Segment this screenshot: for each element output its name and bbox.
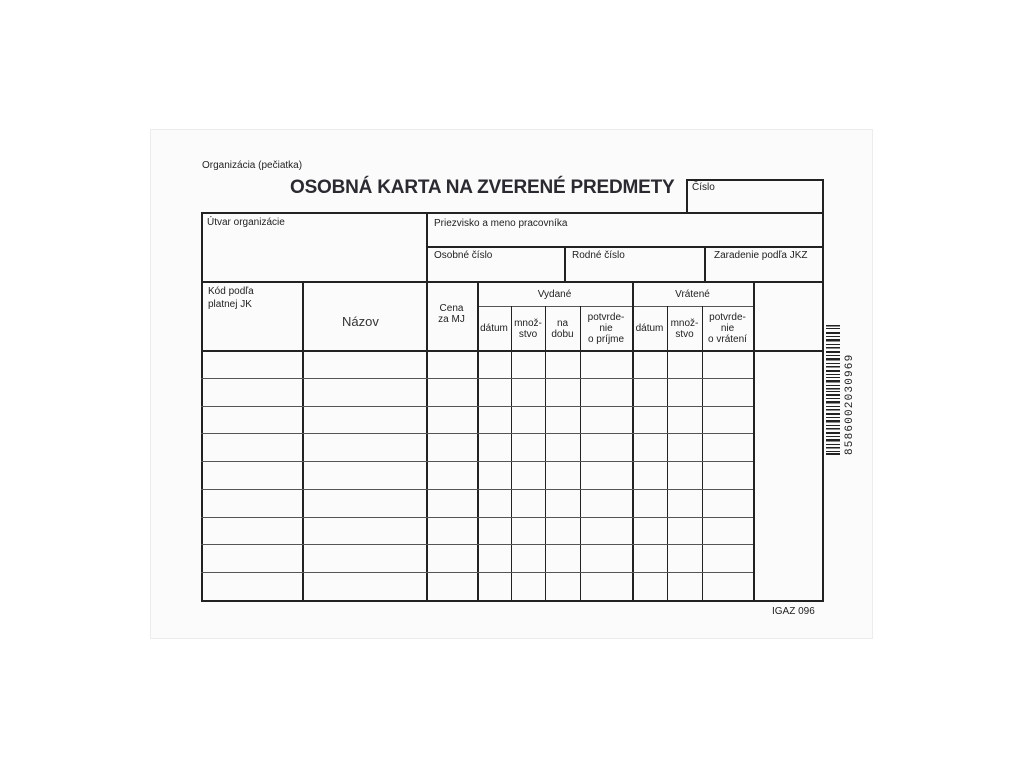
- col-returned-date: dátum: [635, 323, 664, 334]
- organization-label: Organizácia (pečiatka): [202, 160, 303, 171]
- table-row: [201, 489, 753, 490]
- table-row: [201, 378, 753, 379]
- col-returned-qty: množ- stvo: [670, 318, 699, 340]
- table-row: [201, 572, 753, 573]
- col-returned-confirm: potvrde- nie o vrátení: [708, 312, 747, 345]
- col-name: Názov: [342, 314, 379, 329]
- table-row: [201, 433, 753, 434]
- table-row: [201, 517, 753, 518]
- col-code-line1: Kód podľa: [208, 286, 254, 297]
- table-row: [201, 544, 753, 545]
- col-issued-period: na dobu: [551, 318, 574, 340]
- table-row: [201, 406, 753, 407]
- number-label: Číslo: [692, 182, 715, 193]
- classification-label: Zaradenie podľa JKZ: [714, 250, 808, 261]
- col-issued: Vydané: [537, 289, 572, 300]
- col-issued-qty: množ- stvo: [514, 318, 542, 340]
- col-price: Cena za MJ: [438, 303, 465, 325]
- form-code: IGAZ 096: [772, 606, 815, 617]
- col-returned: Vrátené: [675, 289, 710, 300]
- personal-number-label: Osobné číslo: [434, 250, 493, 261]
- unit-label: Útvar organizácie: [207, 217, 285, 228]
- name-label: Priezvisko a meno pracovníka: [434, 218, 568, 229]
- form-title: OSOBNÁ KARTA NA ZVERENÉ PREDMETY: [290, 177, 675, 198]
- col-issued-date: dátum: [480, 323, 508, 334]
- barcode-digits: 8586002030969: [844, 353, 856, 455]
- col-issued-confirm: potvrde- nie o príjme: [587, 312, 625, 345]
- birth-number-label: Rodné číslo: [572, 250, 625, 261]
- barcode-icon: [826, 325, 840, 455]
- col-code-line2: platnej JK: [208, 299, 252, 310]
- table-row: [201, 461, 753, 462]
